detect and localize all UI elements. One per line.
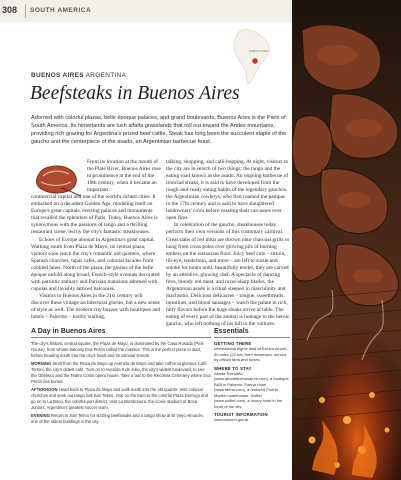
morning-label: MORNING — [31, 360, 52, 366]
body-column-2 — [166, 159, 290, 328]
day-box-body — [31, 341, 211, 425]
body-paragraph-5: In celebration of the gaucho, steakhouses today perform their own versions of this customary carnival. Great slabs of red meat are thrown onto charcoal grills or hung from cross poles over glowing pits of burning embers on the restaurant floor. Juicy beef cuts – sirloin, rib-eye, tenderloin, and more – are left to sizzle and smoke for hours until, beautifully tender, they are carved by an attentive, glowing chef. A spectacle of dancing fires, bloody red meat, and razor-sharp blades, the Argentinian asado is a ritual steeped in masculinity and machismo. Delicious delicacies – tongue, sweetbreads, intestines, and blood sausages – watch the palate in rich, fatty flavors before the huge steaks arrive at table. The eating of every part of the animal is homage to the heroic gaucho, who left nothing of his kill to the vultures. — [166, 222, 290, 328]
day-intro: The city's historic central square, the Plaza de Mayo, is dominated by the Casa Rosada (Pink House), from whose balcony Eva Perón rallied the masses. This is the perfect place to start, before heading south into the city's heart and its colonial streets. — [31, 341, 204, 359]
location-marker-icon — [252, 58, 258, 64]
body-paragraph-3: Visitors to Buenos Aires in the 21st century will discover these vintage architectural glories, but a new sense of style as well. The modern city buzzes with boutiques and hotels – Palermo – hardly waiting, — [31, 292, 161, 321]
map-country-label: BUENOS AIRES — [249, 50, 269, 53]
where-to-stay-text: Abode Recoleta (www.abodebuenosaires.com), a boutique B&B in Palermo. Faena Hotel (www.faena.com), a restored Puerto Madero warehouse. Sofitel (www.sofitel.com), a luxury hotel in the heart of the city. — [214, 370, 289, 409]
header-divider — [25, 4, 26, 18]
getting-there-text: International flights land at Ezeiza Airport, 35 miles (22 km) from downtown, served by official taxis and buses. — [214, 346, 288, 362]
evening-text: Return to San Telmo for sizzling beefsteaks and a tango show at El Viejo Almacén, one of the oldest buildings in the city. — [31, 412, 205, 424]
article-intro: Adorned with colorful plazas, belle époque palaces, and grand boulevards, Buenos Aires is the Paris of South America. Its hinterlands are lush alfalfa grasslands that roll out toward the Andes mountains, providing rich grazing for Argentina's prized beef cattle. Steak has long been the succulent staple of the gaucho and the centerpiece of the asado, an Argentinian barbecue feast. — [31, 115, 287, 145]
where-to-stay-label: WHERE TO STAY — [214, 365, 252, 371]
tourist-info-label: TOURIST INFORMATION — [214, 412, 268, 417]
day-box-title: A Day in Buenos Aires — [31, 328, 211, 338]
day-evening — [31, 413, 211, 425]
afternoon-label: AFTERNOON — [31, 386, 58, 392]
essentials-box — [214, 328, 290, 469]
evening-label: EVENING — [31, 412, 50, 418]
day-itinerary-box — [31, 328, 211, 469]
section-title: SOUTH AMERICA — [30, 7, 92, 14]
afternoon-text: Head back to Plaza de Mayo and walk south into the old quarter. Visit colonial churches and seek out tango hall San Telmo. Hop on the tram to the colorful Plaza Dorrego and go on to La Boca, the colorful port district. Visit La Bombonera, the iconic stadium of Boca Juniors, Argentina's greatest soccer team. — [31, 386, 209, 410]
body-column-1 — [31, 159, 161, 321]
page-number: 308 — [2, 5, 18, 15]
body-lead: From its location at the mouth of the Plate River, Buenos Aires rose to prominence at the end of the 19th century, when it became an important — [87, 159, 161, 194]
asado-photo — [292, 0, 401, 480]
day-morning — [31, 361, 211, 385]
article-kicker — [31, 72, 126, 79]
day-afternoon — [31, 387, 211, 411]
kicker-country: ARGENTINA — [85, 72, 127, 79]
morning-text: Stroll from the Plaza de Mayo up Avenida de Mayo and take coffee at glorious Café Tortoni, the city's oldest café. Turn on to Avenida 9 de Julio, the city's widest boulevard, to see the Obelisco and the Teatro Colón opera house. Take a taxi to the Recoleta Cemetery where Eva Perón lies buried. — [31, 360, 211, 385]
getting-there-label: GETTING THERE — [214, 341, 252, 346]
locator-map — [225, 26, 275, 86]
body-paragraph-4: talking, shopping, and café-hopping. At night, visitors to the city are in search of two things: the tango and the eating road known as the asado. An ongoing barbecue of ironclad steaks, it is said to have developed from the rough-and-ready eating habits of the legendary gauchos, the Argentinian cowboys, who first roamed the pampas in the 17th century and is said to have slaughtered landowners' cows before roasting their carcasses over open fires. — [166, 159, 289, 222]
article-title: Beefsteaks in Buenos Aires — [30, 83, 240, 104]
body-paragraph-1: commercial capital and one of the world's richest cities. It embarked on a decadent Golden Age, modeling itself on Europe's great capitals, erecting palaces and monuments that recalled the splendors of Paris. Today, Buenos Aires is synonymous with the passions of tango and a thrilling restaurant scene, led by the city's fantastic steakhouses. — [31, 194, 158, 236]
tourist-info-text: www.turismo.gov.ar — [214, 417, 249, 422]
south-america-map-shape — [234, 29, 269, 84]
essentials-title: Essentials — [214, 328, 290, 338]
kicker-city: BUENOS AIRES — [31, 72, 84, 79]
body-paragraph-2: Echoes of Europe abound in Argentina's great capital. Walking south from Plaza de Mayo, its central plaza, visitors soon reach the city's romantic old quarters, where Spanish churches, tapas cafés, and colonial facades front cobbled lanes. North of the plaza, the glories of the belle époque unfold along broad, French-style avenues decorated with patriotic statuary and Parisian mansions adorned with cupolas and lavishly latticed balconies. — [31, 236, 160, 292]
